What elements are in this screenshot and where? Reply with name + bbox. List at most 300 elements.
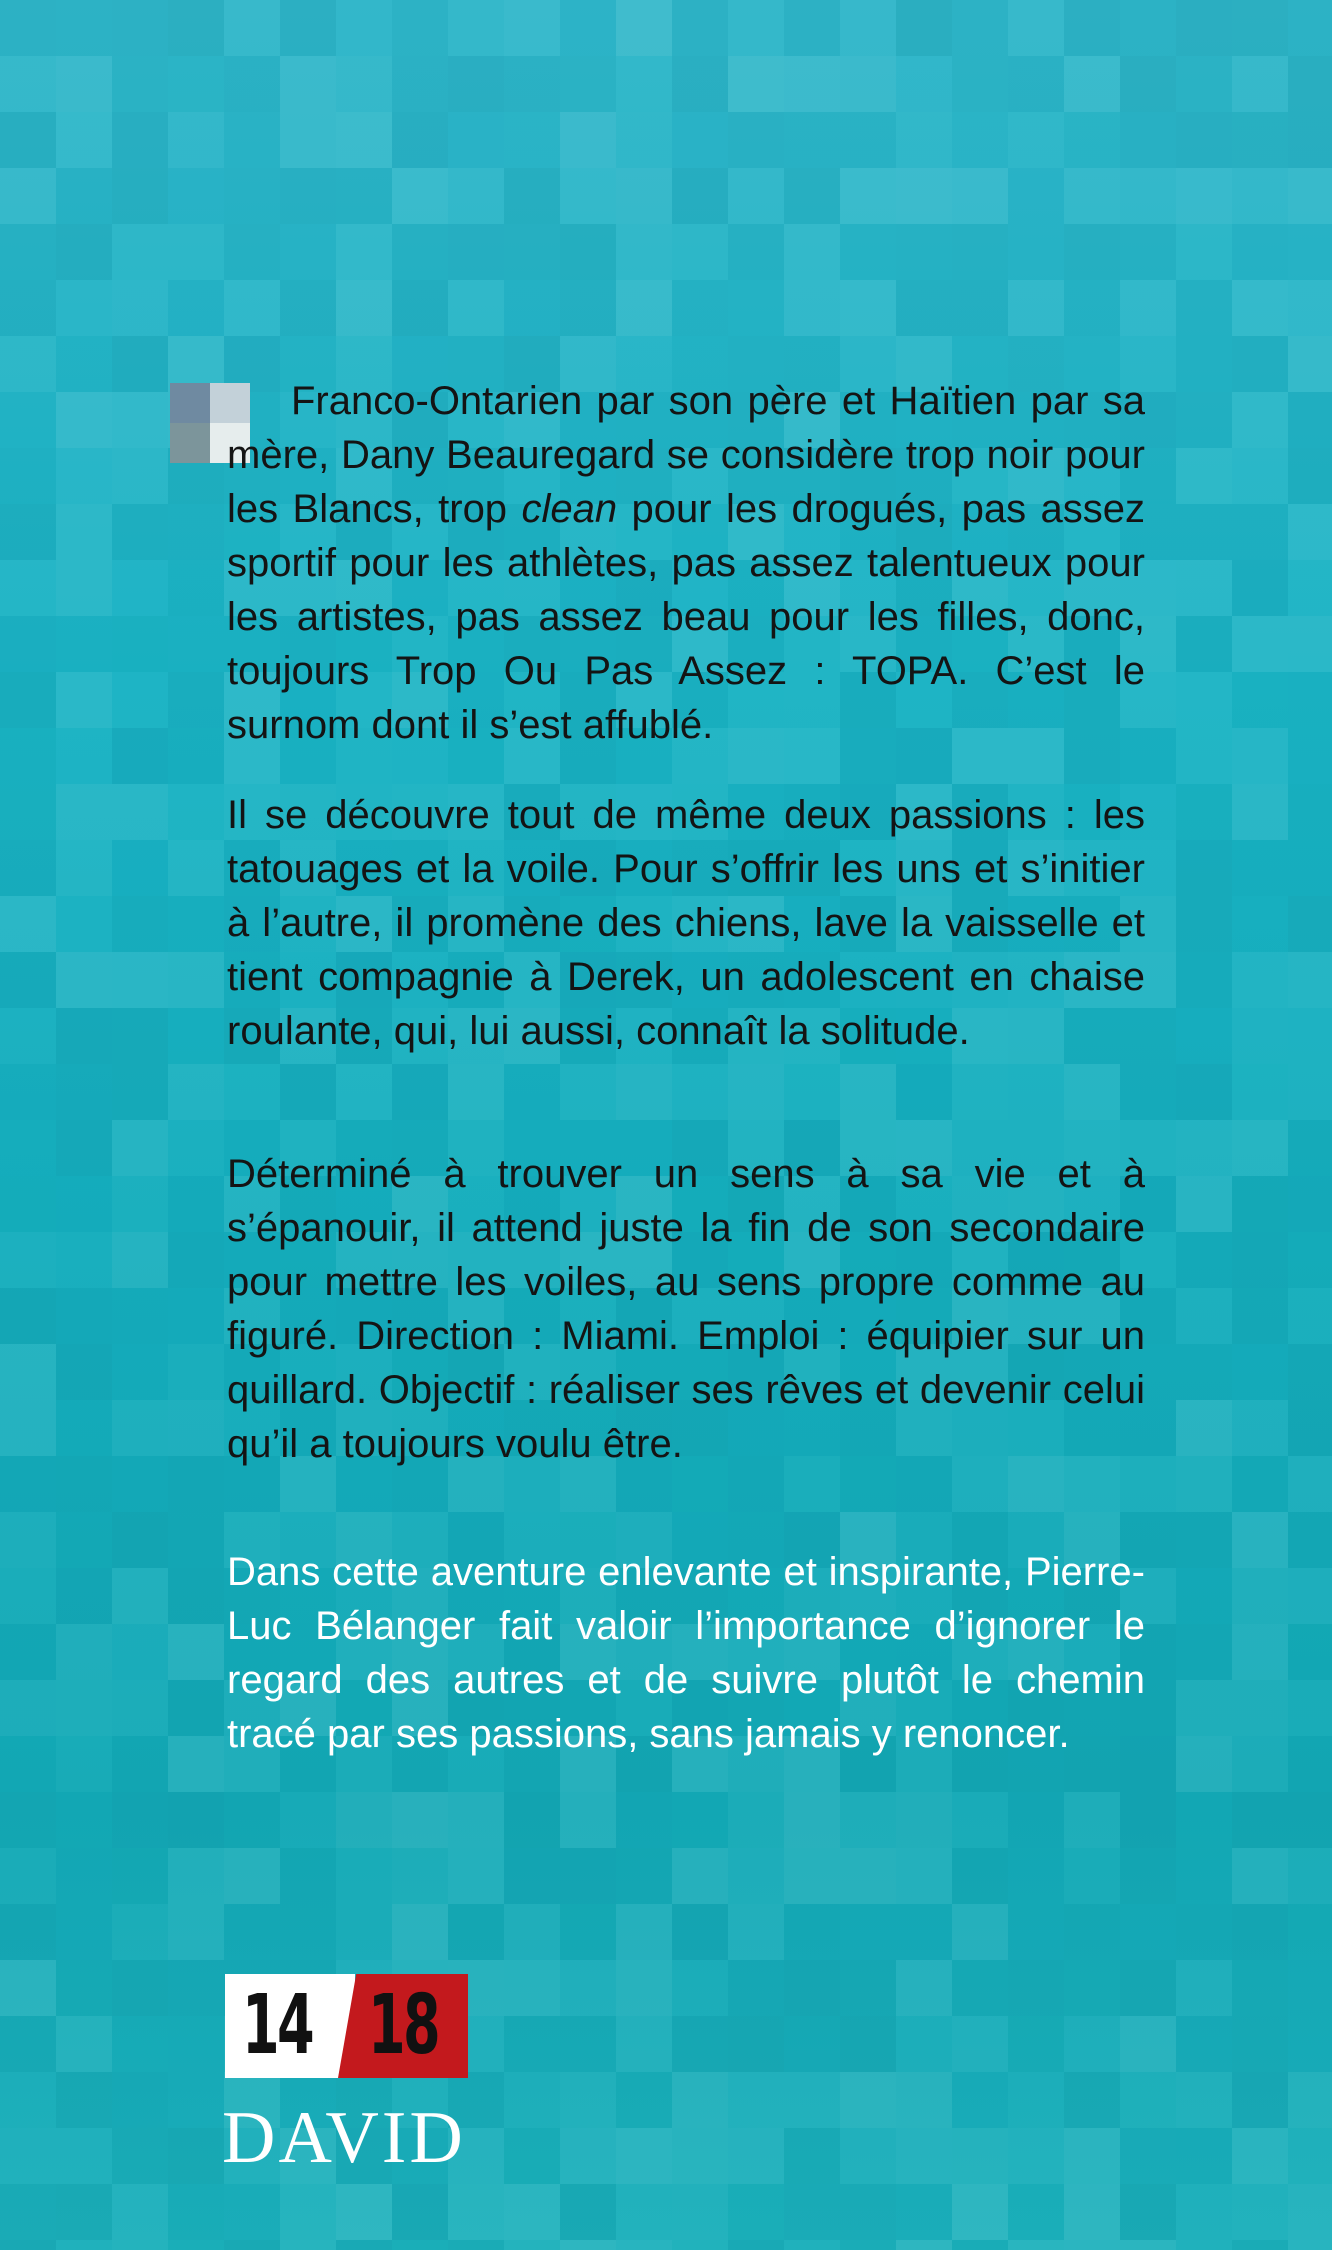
mosaic-tile xyxy=(112,1568,168,1624)
mosaic-tile xyxy=(112,2016,168,2072)
mosaic-tile xyxy=(1288,840,1332,896)
mosaic-tile xyxy=(896,2184,952,2240)
mosaic-tile xyxy=(56,1008,112,1064)
mosaic-tile xyxy=(784,1064,840,1120)
mosaic-tile xyxy=(1176,1680,1232,1736)
mosaic-tile xyxy=(728,2128,784,2184)
mosaic-tile xyxy=(728,2184,784,2240)
mosaic-tile xyxy=(1176,1008,1232,1064)
mosaic-tile xyxy=(0,840,56,896)
mosaic-tile xyxy=(560,56,616,112)
mosaic-tile xyxy=(0,1568,56,1624)
mosaic-tile xyxy=(392,280,448,336)
mosaic-tile xyxy=(1232,2016,1288,2072)
mosaic-tile xyxy=(1176,2016,1232,2072)
mosaic-tile xyxy=(0,504,56,560)
mosaic-tile xyxy=(952,0,1008,56)
mosaic-tile xyxy=(336,2184,392,2240)
mosaic-tile xyxy=(56,1456,112,1512)
mosaic-tile xyxy=(1064,168,1120,224)
mosaic-tile xyxy=(112,280,168,336)
mosaic-tile xyxy=(952,2240,1008,2250)
mosaic-tile xyxy=(0,952,56,1008)
mosaic-tile xyxy=(168,1624,224,1680)
mosaic-tile xyxy=(560,2240,616,2250)
mosaic-tile xyxy=(728,2072,784,2128)
mosaic-tile xyxy=(1232,2240,1288,2250)
mosaic-tile xyxy=(672,168,728,224)
mosaic-tile xyxy=(0,1680,56,1736)
mosaic-tile xyxy=(1064,2016,1120,2072)
mosaic-tile xyxy=(1288,112,1332,168)
mosaic-tile xyxy=(1232,392,1288,448)
mosaic-tile xyxy=(672,224,728,280)
mosaic-tile xyxy=(1064,2128,1120,2184)
mosaic-tile xyxy=(1064,224,1120,280)
mosaic-tile xyxy=(336,1848,392,1904)
mosaic-tile xyxy=(168,1456,224,1512)
mosaic-tile xyxy=(168,952,224,1008)
mosaic-tile xyxy=(1120,112,1176,168)
mosaic-tile xyxy=(952,2128,1008,2184)
mosaic-tile xyxy=(1064,280,1120,336)
mosaic-tile xyxy=(112,112,168,168)
mosaic-tile xyxy=(840,168,896,224)
mosaic-tile xyxy=(56,1624,112,1680)
mosaic-tile xyxy=(56,1120,112,1176)
mosaic-tile xyxy=(1176,448,1232,504)
mosaic-tile xyxy=(896,56,952,112)
mosaic-tile xyxy=(0,1008,56,1064)
mosaic-tile xyxy=(224,56,280,112)
mosaic-tile xyxy=(168,2072,224,2128)
mosaic-tile xyxy=(56,168,112,224)
mosaic-tile xyxy=(896,224,952,280)
mosaic-tile xyxy=(840,280,896,336)
mosaic-tile xyxy=(168,1232,224,1288)
mosaic-tile xyxy=(1288,672,1332,728)
mosaic-tile xyxy=(1008,0,1064,56)
mosaic-tile xyxy=(1008,1848,1064,1904)
mosaic-tile xyxy=(1232,952,1288,1008)
mosaic-tile xyxy=(1288,1904,1332,1960)
mosaic-tile xyxy=(840,2016,896,2072)
mosaic-tile xyxy=(1288,896,1332,952)
mosaic-tile xyxy=(112,896,168,952)
mosaic-tile xyxy=(784,2072,840,2128)
mosaic-tile xyxy=(1232,1456,1288,1512)
mosaic-tile xyxy=(784,2128,840,2184)
mosaic-tile xyxy=(1176,840,1232,896)
mosaic-tile xyxy=(0,2128,56,2184)
mosaic-tile xyxy=(168,784,224,840)
mosaic-tile xyxy=(56,1176,112,1232)
mosaic-tile xyxy=(168,56,224,112)
mosaic-tile xyxy=(392,168,448,224)
mosaic-tile xyxy=(168,1848,224,1904)
mosaic-tile xyxy=(224,280,280,336)
mosaic-tile xyxy=(728,1848,784,1904)
mosaic-tile xyxy=(560,0,616,56)
mosaic-tile xyxy=(1008,1904,1064,1960)
mosaic-tile xyxy=(1176,616,1232,672)
mosaic-tile xyxy=(280,1792,336,1848)
mosaic-tile xyxy=(1120,2240,1176,2250)
mosaic-tile xyxy=(840,0,896,56)
mosaic-tile xyxy=(168,1008,224,1064)
mosaic-tile xyxy=(952,2072,1008,2128)
mosaic-tile xyxy=(224,1848,280,1904)
mosaic-tile xyxy=(1176,1064,1232,1120)
mosaic-tile xyxy=(672,1792,728,1848)
mosaic-tile xyxy=(1288,728,1332,784)
mosaic-tile xyxy=(1120,2016,1176,2072)
mosaic-tile xyxy=(1288,1792,1332,1848)
mosaic-tile xyxy=(1120,2184,1176,2240)
mosaic-tile xyxy=(616,1064,672,1120)
mosaic-tile xyxy=(112,1792,168,1848)
mosaic-tile xyxy=(1288,1512,1332,1568)
mosaic-tile xyxy=(448,2184,504,2240)
mosaic-tile xyxy=(952,1960,1008,2016)
mosaic-tile xyxy=(112,168,168,224)
mosaic-tile xyxy=(1008,2016,1064,2072)
mosaic-tile xyxy=(1288,336,1332,392)
mosaic-tile xyxy=(1288,1064,1332,1120)
blurb-paragraph-2: Il se découvre tout de même deux passions : les tatouages et la voile. Pour s’offrir les uns et s’initier à l’autre, il promène des chiens, lave la vaisselle et tient compagnie à Derek, un adolescent en chaise roulante, qui, lui aussi, connaît la solitude. xyxy=(227,793,1145,1053)
mosaic-tile xyxy=(616,2128,672,2184)
mosaic-tile xyxy=(56,560,112,616)
mosaic-tile xyxy=(56,56,112,112)
mosaic-tile xyxy=(1176,336,1232,392)
mosaic-tile xyxy=(168,1064,224,1120)
mosaic-tile xyxy=(896,1064,952,1120)
mosaic-tile xyxy=(224,224,280,280)
mosaic-tile xyxy=(1176,1736,1232,1792)
mosaic-tile xyxy=(1232,1344,1288,1400)
mosaic-tile xyxy=(1232,2128,1288,2184)
mosaic-tile xyxy=(560,280,616,336)
mosaic-tile xyxy=(504,1848,560,1904)
mosaic-tile xyxy=(1232,1008,1288,1064)
mosaic-tile xyxy=(336,1904,392,1960)
mosaic-tile xyxy=(1232,896,1288,952)
mosaic-tile xyxy=(1176,168,1232,224)
mosaic-tile xyxy=(1176,504,1232,560)
mosaic-tile xyxy=(56,2128,112,2184)
mosaic-tile xyxy=(1288,784,1332,840)
mosaic-tile xyxy=(224,168,280,224)
mosaic-tile xyxy=(168,2184,224,2240)
mosaic-tile xyxy=(728,1792,784,1848)
mosaic-tile xyxy=(1232,1064,1288,1120)
mosaic-tile xyxy=(1232,1568,1288,1624)
mosaic-tile xyxy=(280,2184,336,2240)
mosaic-tile xyxy=(336,1064,392,1120)
mosaic-tile xyxy=(1176,1848,1232,1904)
mosaic-tile xyxy=(672,2072,728,2128)
mosaic-tile xyxy=(56,2072,112,2128)
mosaic-tile xyxy=(1120,1904,1176,1960)
mosaic-tile xyxy=(1176,1400,1232,1456)
mosaic-tile xyxy=(560,2184,616,2240)
mosaic-tile xyxy=(784,2184,840,2240)
mosaic-tile xyxy=(1288,1288,1332,1344)
mosaic-tile xyxy=(0,784,56,840)
mosaic-tile xyxy=(56,2184,112,2240)
emphasis-clean: clean xyxy=(521,487,618,531)
mosaic-tile xyxy=(280,280,336,336)
mosaic-tile xyxy=(448,1792,504,1848)
mosaic-tile xyxy=(112,784,168,840)
mosaic-tile xyxy=(448,56,504,112)
mosaic-tile xyxy=(280,56,336,112)
mosaic-tile xyxy=(56,1736,112,1792)
mosaic-tile xyxy=(560,224,616,280)
mosaic-tile xyxy=(1232,728,1288,784)
mosaic-tile xyxy=(168,1344,224,1400)
mosaic-tile xyxy=(784,280,840,336)
mosaic-tile xyxy=(56,448,112,504)
mosaic-tile xyxy=(0,224,56,280)
mosaic-tile xyxy=(728,280,784,336)
mosaic-tile xyxy=(1232,448,1288,504)
mosaic-tile xyxy=(0,0,56,56)
mosaic-tile xyxy=(168,0,224,56)
blurb-paragraph-1: Franco-Ontarien par son père et Haïtien par sa mère, Dany Beauregard se considère trop noir pour les Blancs, trop clean pour les drogués, pas assez sportif pour les athlètes, pas assez talentueux pour les artistes, pas assez beau pour les filles, donc, toujours Trop Ou Pas Assez : TOPA. C’est le surnom dont il s’est affublé. xyxy=(227,379,1145,747)
mosaic-tile xyxy=(952,224,1008,280)
mosaic-tile xyxy=(1064,1960,1120,2016)
mosaic-tile xyxy=(560,2072,616,2128)
mosaic-tile xyxy=(1288,1736,1332,1792)
mosaic-tile xyxy=(0,280,56,336)
mosaic-tile xyxy=(672,2240,728,2250)
mosaic-tile xyxy=(56,1288,112,1344)
mosaic-tile xyxy=(1288,0,1332,56)
mosaic-tile xyxy=(1008,2128,1064,2184)
mosaic-tile xyxy=(504,280,560,336)
mosaic-tile xyxy=(168,1568,224,1624)
mosaic-tile xyxy=(56,1568,112,1624)
mosaic-tile xyxy=(1176,56,1232,112)
mosaic-tile xyxy=(1232,2072,1288,2128)
mosaic-tile xyxy=(840,1960,896,2016)
mosaic-tile xyxy=(0,1344,56,1400)
mosaic-tile xyxy=(1176,560,1232,616)
mosaic-tile xyxy=(168,560,224,616)
mosaic-tile xyxy=(392,1064,448,1120)
mosaic-tile xyxy=(112,1904,168,1960)
mosaic-tile xyxy=(896,0,952,56)
mosaic-tile xyxy=(392,56,448,112)
mosaic-tile xyxy=(224,1904,280,1960)
mosaic-tile xyxy=(112,1232,168,1288)
mosaic-tile xyxy=(168,616,224,672)
mosaic-tile xyxy=(896,2128,952,2184)
mosaic-tile xyxy=(0,2184,56,2240)
mosaic-tile xyxy=(840,112,896,168)
mosaic-tile xyxy=(1288,1008,1332,1064)
mosaic-tile xyxy=(672,0,728,56)
mosaic-tile xyxy=(112,336,168,392)
mosaic-tile xyxy=(112,1512,168,1568)
mosaic-tile xyxy=(1232,1400,1288,1456)
mosaic-tile xyxy=(1288,224,1332,280)
mosaic-tile xyxy=(112,448,168,504)
mosaic-tile xyxy=(1176,784,1232,840)
mosaic-tile xyxy=(1232,224,1288,280)
mosaic-tile xyxy=(1008,280,1064,336)
mosaic-tile xyxy=(56,1680,112,1736)
mosaic-tile xyxy=(728,56,784,112)
mosaic-tile xyxy=(728,1960,784,2016)
mosaic-tile xyxy=(560,1960,616,2016)
mosaic-tile xyxy=(896,1792,952,1848)
mosaic-tile xyxy=(952,168,1008,224)
mosaic-tile xyxy=(952,1904,1008,1960)
mosaic-tile xyxy=(280,168,336,224)
mosaic-tile xyxy=(840,2072,896,2128)
mosaic-tile xyxy=(448,224,504,280)
mosaic-tile xyxy=(112,672,168,728)
mosaic-tile xyxy=(448,112,504,168)
mosaic-tile xyxy=(168,2016,224,2072)
mosaic-tile xyxy=(1232,336,1288,392)
mosaic-tile xyxy=(168,1792,224,1848)
mosaic-tile xyxy=(1008,2072,1064,2128)
publisher-name: DAVID xyxy=(222,2097,466,2179)
logo-age-max: 18 xyxy=(368,1978,439,2073)
mosaic-tile xyxy=(392,1792,448,1848)
mosaic-tile xyxy=(1232,168,1288,224)
mosaic-tile xyxy=(168,896,224,952)
mosaic-tile xyxy=(728,0,784,56)
mosaic-tile xyxy=(448,2240,504,2250)
mosaic-tile xyxy=(224,1064,280,1120)
mosaic-tile xyxy=(1064,2072,1120,2128)
mosaic-tile xyxy=(1288,616,1332,672)
mosaic-tile xyxy=(1288,1624,1332,1680)
mosaic-tile xyxy=(168,1904,224,1960)
mosaic-tile xyxy=(1120,1792,1176,1848)
mosaic-tile xyxy=(112,2240,168,2250)
mosaic-tile xyxy=(1008,1064,1064,1120)
mosaic-tile xyxy=(336,56,392,112)
mosaic-tile xyxy=(1288,2128,1332,2184)
mosaic-tile xyxy=(56,672,112,728)
mosaic-tile xyxy=(56,896,112,952)
mosaic-tile xyxy=(840,2128,896,2184)
mosaic-tile xyxy=(0,448,56,504)
mosaic-tile xyxy=(840,1904,896,1960)
mosaic-tile xyxy=(224,2184,280,2240)
mosaic-tile xyxy=(168,504,224,560)
mosaic-tile xyxy=(168,1960,224,2016)
mosaic-tile xyxy=(1176,1176,1232,1232)
mosaic-tile xyxy=(392,224,448,280)
mosaic-tile xyxy=(112,2184,168,2240)
mosaic-tile xyxy=(0,1120,56,1176)
mosaic-tile xyxy=(1064,2240,1120,2250)
mosaic-tile xyxy=(56,280,112,336)
mosaic-tile xyxy=(1232,280,1288,336)
mosaic-tile xyxy=(0,336,56,392)
mosaic-tile xyxy=(840,2240,896,2250)
mosaic-tile xyxy=(0,1736,56,1792)
mosaic-tile xyxy=(1232,112,1288,168)
mosaic-tile xyxy=(728,112,784,168)
mosaic-tile xyxy=(1232,1736,1288,1792)
mosaic-tile xyxy=(672,2184,728,2240)
mosaic-tile xyxy=(112,1176,168,1232)
mosaic-tile xyxy=(336,1792,392,1848)
mosaic-tile xyxy=(112,504,168,560)
logo-age-min: 14 xyxy=(242,1978,313,2073)
mosaic-tile xyxy=(1176,1904,1232,1960)
mosaic-tile xyxy=(1120,224,1176,280)
mosaic-tile xyxy=(672,56,728,112)
mosaic-tile xyxy=(1176,2240,1232,2250)
mosaic-tile xyxy=(1288,952,1332,1008)
mosaic-tile xyxy=(112,1960,168,2016)
mosaic-tile xyxy=(1288,2240,1332,2250)
mosaic-tile xyxy=(1232,2184,1288,2240)
mosaic-tile xyxy=(840,1064,896,1120)
mosaic-tile xyxy=(1008,56,1064,112)
mosaic-tile xyxy=(56,840,112,896)
mosaic-tile xyxy=(112,1400,168,1456)
mosaic-tile xyxy=(1176,1960,1232,2016)
mosaic-tile xyxy=(112,1624,168,1680)
mosaic-tile xyxy=(168,1400,224,1456)
mosaic-tile xyxy=(392,1904,448,1960)
mosaic-tile xyxy=(168,168,224,224)
mosaic-tile xyxy=(392,112,448,168)
mosaic-tile xyxy=(280,1064,336,1120)
mosaic-tile xyxy=(0,896,56,952)
mosaic-tile xyxy=(784,1792,840,1848)
mosaic-tile xyxy=(112,1736,168,1792)
mosaic-tile xyxy=(1232,1232,1288,1288)
mosaic-tile xyxy=(1008,1792,1064,1848)
mosaic-tile xyxy=(1176,1624,1232,1680)
mosaic-tile xyxy=(672,2016,728,2072)
mosaic-tile xyxy=(1064,1064,1120,1120)
mosaic-tile xyxy=(1232,1624,1288,1680)
mosaic-tile xyxy=(952,2184,1008,2240)
mosaic-tile xyxy=(952,280,1008,336)
mosaic-tile xyxy=(504,56,560,112)
mosaic-tile xyxy=(672,2128,728,2184)
mosaic-tile xyxy=(1176,280,1232,336)
mosaic-tile xyxy=(1288,1456,1332,1512)
mosaic-tile xyxy=(1288,1120,1332,1176)
mosaic-tile xyxy=(1176,1792,1232,1848)
mosaic-tile xyxy=(1288,1344,1332,1400)
mosaic-tile xyxy=(504,168,560,224)
mosaic-tile xyxy=(896,2240,952,2250)
collection-logo-14-18 xyxy=(225,1974,468,2078)
mosaic-tile xyxy=(1288,1232,1332,1288)
mosaic-tile xyxy=(616,1792,672,1848)
mosaic-tile xyxy=(1232,616,1288,672)
mosaic-tile xyxy=(1288,448,1332,504)
mosaic-tile xyxy=(1288,1960,1332,2016)
mosaic-tile xyxy=(112,616,168,672)
mosaic-tile xyxy=(1008,112,1064,168)
mosaic-tile xyxy=(1120,56,1176,112)
mosaic-tile xyxy=(112,2072,168,2128)
